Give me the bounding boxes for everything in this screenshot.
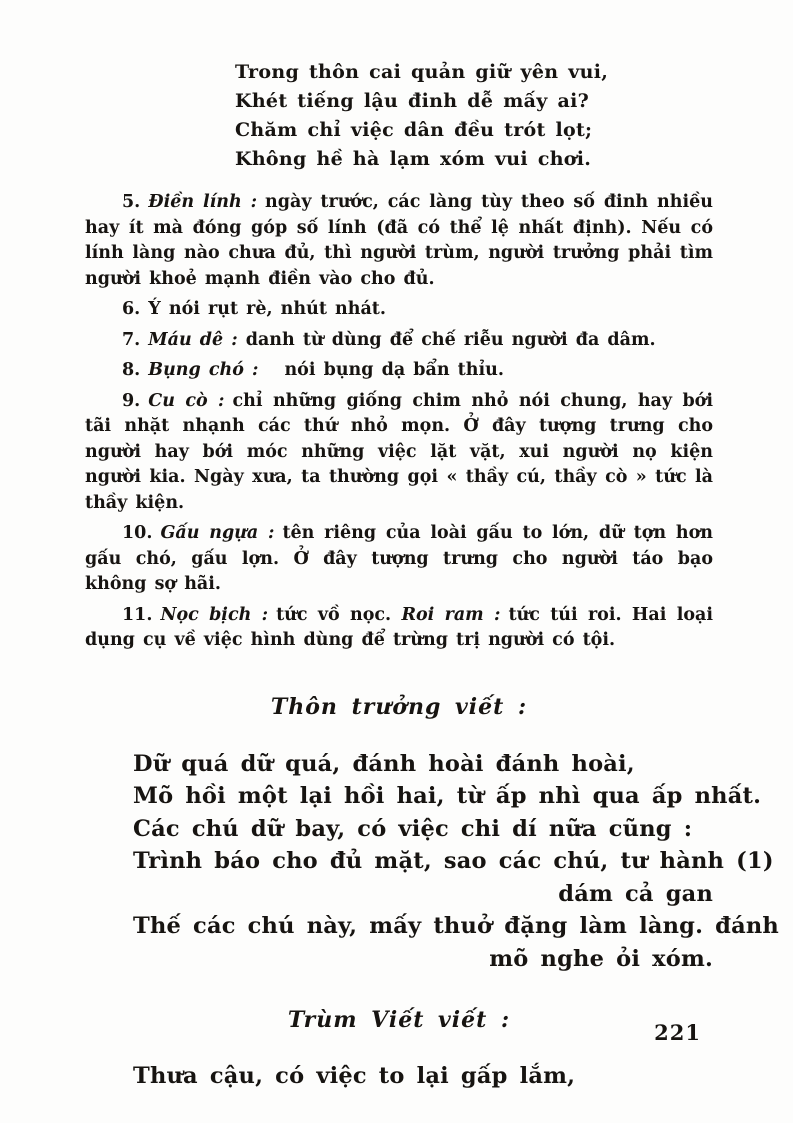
- footnote-10: [85, 521, 713, 598]
- footnote-term: Cu cò :: [148, 390, 225, 411]
- footnote-number: 9.: [122, 390, 141, 411]
- footnote-number: 11.: [122, 604, 153, 625]
- verse-line: Trình báo cho đủ mặt, sao các chú, tư hành (1): [133, 848, 774, 874]
- verse-line: Khét tiếng lậu đinh dễ mấy ai?: [235, 90, 590, 112]
- verse-line: Các chú dữ bay, có việc chi dí nữa cũng :: [133, 815, 693, 842]
- footnote-term: Máu dê :: [148, 329, 238, 350]
- footnote-number: 7.: [122, 329, 141, 350]
- verse-line: Chăm chỉ việc dân đều trót lọt;: [235, 119, 593, 141]
- verse-line: Mõ hồi một lại hồi hai, từ ấp nhì qua ấp nhất.: [133, 783, 762, 809]
- footnote-text: Ý nói rụt rè, nhút nhát.: [148, 299, 386, 319]
- footnote-term: Gấu ngựa :: [160, 523, 275, 543]
- footnote-text: chỉ những giống chim nhỏ nói chung, hay bới tãi nhặt nhạnh các thứ nhỏ mọn. Ở đây tượng trưng cho người hay bới móc những việc lặt vặt, xui người nọ kiện người kia. Ngày xưa, ta thường gọi « thầy cú, thầy cò » tức là thầy kiện.: [85, 390, 714, 513]
- footnote-6: [85, 297, 713, 323]
- verse-line-continuation: dám cả gan: [558, 880, 713, 907]
- footnote-8: [85, 358, 713, 384]
- footnote-number: 8.: [122, 360, 141, 380]
- page-number: 221: [654, 1020, 701, 1045]
- footnote-text: tên riêng của loài gấu to lớn, dữ tợn hơn gấu chó, gấu lợn. Ở đây tượng trưng cho người táo bạo không sợ hãi.: [85, 523, 713, 594]
- footnote-text: tức túi roi. Hai loại dụng cụ về việc hình dùng để trừng trị người có tội.: [85, 604, 713, 650]
- verse-line-continuation: mõ nghe ỏi xóm.: [489, 945, 713, 972]
- main-verse-block: [133, 748, 779, 976]
- top-verse-block: [85, 58, 713, 174]
- verse-line: Trong thôn cai quản giữ yên vui,: [235, 61, 609, 83]
- footnote-number: 6.: [122, 299, 141, 319]
- page-content: [85, 0, 779, 1089]
- stage-heading-thon-truong: Thôn trưởng viết :: [270, 693, 528, 720]
- footnote-number: 5.: [122, 192, 141, 212]
- verse-line: Dữ quá dữ quá, đánh hoài đánh hoài,: [133, 750, 635, 777]
- stage-heading-trum-viet: Trùm Viết viết :: [287, 1007, 511, 1033]
- footnotes-block: [85, 190, 713, 654]
- verse-line: Thưa cậu, có việc to lại gấp lắm,: [133, 1063, 576, 1089]
- footnote-text: danh từ dùng để chế riễu người đa dâm.: [245, 329, 656, 350]
- footnote-text: tức vồ nọc.: [276, 604, 392, 625]
- footnote-7: [85, 328, 713, 354]
- footnote-text: ngày trước, các làng tùy theo số đinh nhiều hay ít mà đóng góp số lính (đã có thể lệ nhất định). Nếu có lính làng nào chưa đủ, thì người trùm, người trưởng phải tìm người khoẻ mạnh điền vào cho đủ.: [85, 192, 713, 289]
- footnote-term: Nọc bịch :: [160, 604, 269, 625]
- verse-line: Không hề hà lạm xóm vui chơi.: [235, 148, 592, 170]
- footnote-term: Roi ram :: [401, 604, 501, 625]
- footnote-term: Bụng chó :: [148, 360, 259, 380]
- footnote-term: Điền lính :: [148, 192, 258, 212]
- footnote-11: [85, 603, 713, 654]
- verse-line: Thế các chú này, mấy thuở đặng làm làng. đánh: [133, 913, 779, 939]
- footnote-5: [85, 190, 713, 292]
- footnote-text: nói bụng dạ bẩn thỉu.: [284, 360, 504, 380]
- footnote-9: [85, 389, 713, 517]
- footnote-number: 10.: [122, 523, 153, 543]
